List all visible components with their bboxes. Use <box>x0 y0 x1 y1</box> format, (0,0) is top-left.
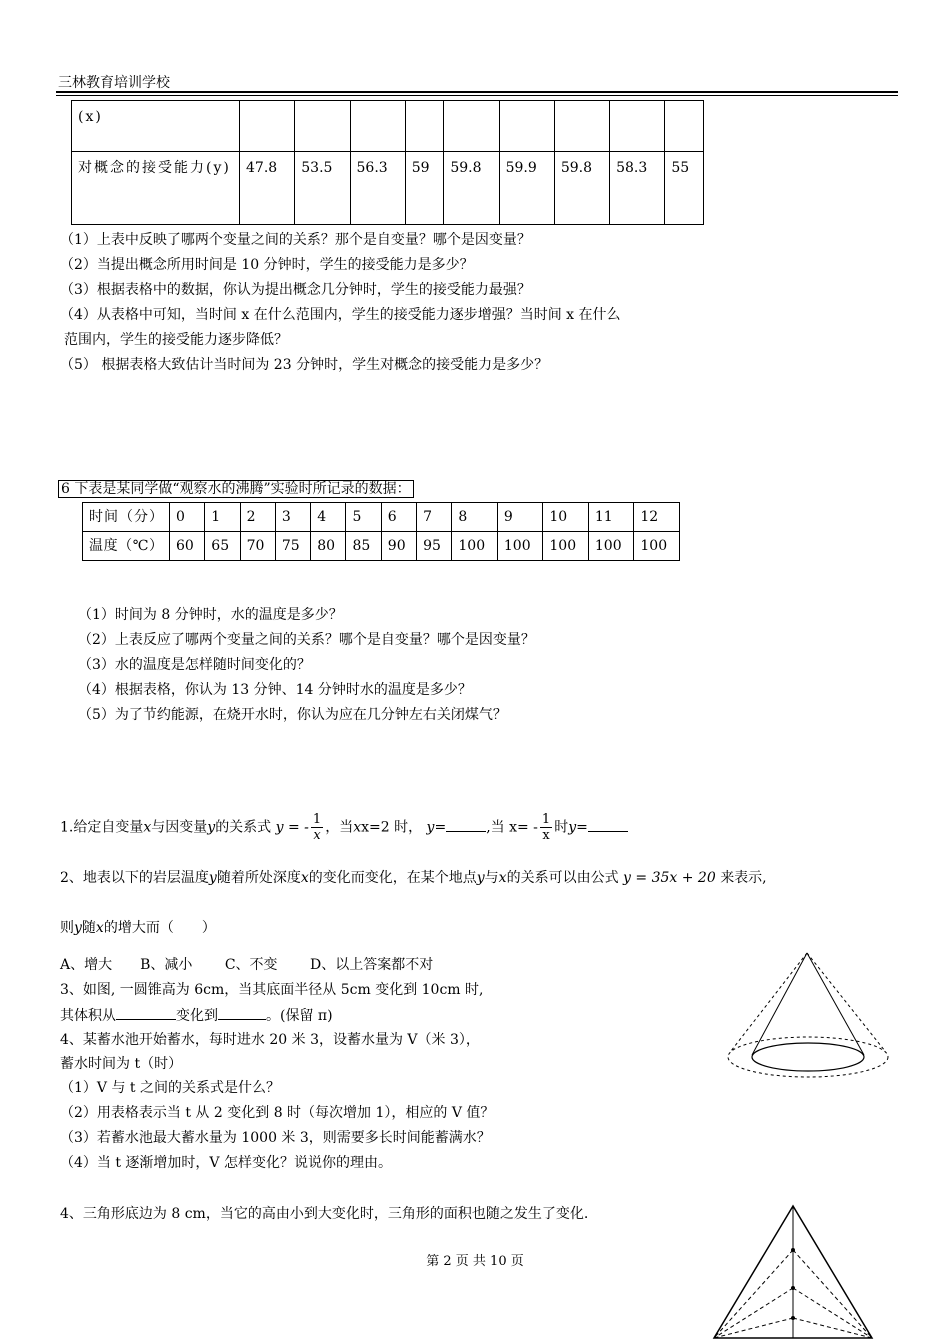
question-line: 范围内，学生的接受能力逐步降低？ <box>64 332 288 348</box>
q4-line: （1）V 与 t 之间的关系式是什么？ <box>60 1080 280 1096</box>
table-cell: 53.5 <box>295 152 350 225</box>
answer-blank <box>116 1005 176 1020</box>
table-cell: 58.3 <box>610 152 665 225</box>
table-row <box>72 101 704 152</box>
q4-line: （3）若蓄水池最大蓄水量为 1000 米 3，则需要多长时间能蓄满水？ <box>60 1130 491 1146</box>
fraction: $\frac{1}{x}$ <box>312 812 322 843</box>
concept-acceptance-table <box>71 100 704 225</box>
question-line: （3）根据表格中的数据，你认为提出概念几分钟时，学生的接受能力最强？ <box>60 282 531 298</box>
question-line: （1）上表中反映了哪两个变量之间的关系？那个是自变量？哪个是因变量？ <box>60 232 531 248</box>
page-number: 第 2 页 共 10 页 <box>426 1254 524 1269</box>
table-row <box>72 152 704 225</box>
table-cell: 59.8 <box>554 152 609 225</box>
question-line: （4）从表格中可知，当时间 x 在什么范围内，学生的接受能力逐步增强？当时间 x 在什么 <box>60 307 621 323</box>
fraction: $\frac{1}{x}$ <box>541 812 551 843</box>
q2-line2: 则y随x的增大而（ ） <box>60 920 216 936</box>
q2-line: 2、地表以下的岩层温度y随着所处深度x的变化而变化，在某个地点y与x的关系可以由公式 y = 35x + 20 来表示, <box>60 870 767 886</box>
q4-line: 蓄水时间为 t（时） <box>60 1056 183 1072</box>
section6-title: 6 下表是某同学做“观察水的沸腾”实验时所记录的数据： <box>58 479 414 499</box>
answer-blank <box>218 1005 266 1020</box>
cone-figure <box>725 945 900 1085</box>
boiling-water-table <box>82 502 680 561</box>
question-line: （5）为了节约能源，在烧开水时，你认为应在几分钟左右关闭煤气？ <box>78 707 507 723</box>
q5-line: 4、三角形底边为 8 cm，当它的高由小到大变化时，三角形的面积也随之发生了变化. <box>60 1206 589 1222</box>
table-cell: 59.9 <box>499 152 554 225</box>
q3-line2: 其体积从 变化到 。(保留 π) <box>60 1005 333 1026</box>
answer-blank <box>588 817 628 832</box>
row-y-label: 对概念的接受能力(y) <box>72 152 240 225</box>
school-name: 三林教育培训学校 <box>58 75 170 91</box>
row-x-label: (x) <box>72 101 240 152</box>
q1-line: 1.给定自变量x与因变量y的关系式 y = - $\frac{1}{x}$ ，当xx=2 时， y= ,当 x= - $\frac{1}{x}$ 时y= <box>60 812 628 843</box>
answer-blank <box>446 817 486 832</box>
question-line: （2）当提出概念所用时间是 10 分钟时，学生的接受能力是多少？ <box>60 257 474 273</box>
table-cell: 55 <box>665 152 704 225</box>
q3-line1: 3、如图, 一圆锥高为 6cm，当其底面半径从 5cm 变化到 10cm 时, <box>60 982 484 998</box>
table-row: 温度（℃） 60 65 70 75 80 85 90 95 100 100 100 100 100 <box>83 532 680 561</box>
table-cell: 47.8 <box>240 152 295 225</box>
q2-options: A、增大 B、减小 C、不变 D、以上答案都不对 <box>60 957 434 973</box>
q4-line: （2）用表格表示当 t 从 2 变化到 8 时（每次增加 1），相应的 V 值？ <box>60 1105 495 1121</box>
time-label: 时间（分） <box>83 503 170 532</box>
question-line: （3）水的温度是怎样随时间变化的？ <box>78 657 311 673</box>
question-line: （1）时间为 8 分钟时，水的温度是多少？ <box>78 607 343 623</box>
table-cell: 56.3 <box>350 152 405 225</box>
header-rule-thick <box>56 91 898 93</box>
triangle-figure <box>708 1200 878 1344</box>
header-rule-thin <box>56 95 898 96</box>
question-line: （4）根据表格，你认为 13 分钟、14 分钟时水的温度是多少？ <box>78 682 472 698</box>
question-line: （5） 根据表格大致估计当时间为 23 分钟时，学生对概念的接受能力是多少？ <box>60 357 549 373</box>
q4-line: 4、某蓄水池开始蓄水，每时进水 20 米 3，设蓄水量为 V（米 3）， <box>60 1032 480 1048</box>
table-cell: 59.8 <box>444 152 499 225</box>
question-line: （2）上表反应了哪两个变量之间的关系？哪个是自变量？哪个是因变量？ <box>78 632 535 648</box>
table-cell: 59 <box>405 152 444 225</box>
temp-label: 温度（℃） <box>83 532 170 561</box>
table-row: 时间（分） 0 1 2 3 4 5 6 7 8 9 10 11 12 <box>83 503 680 532</box>
q4-line: （4）当 t 逐渐增加时，V 怎样变化？说说你的理由。 <box>60 1155 392 1171</box>
